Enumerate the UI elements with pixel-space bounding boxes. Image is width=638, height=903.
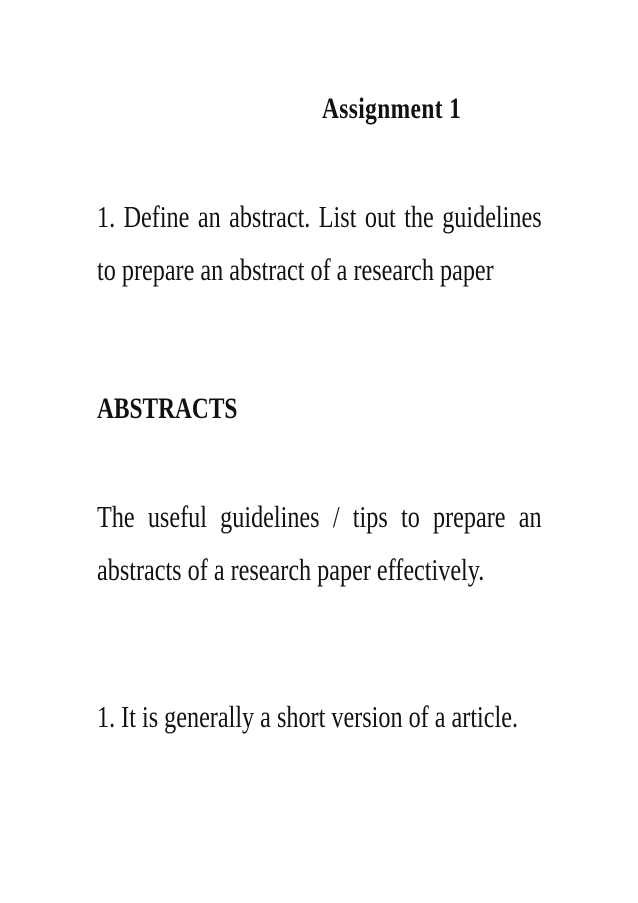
point-1-text: 1. It is generally a short version of a article. [97,699,518,734]
point-paragraph [97,690,542,743]
question-text: 1. Define an abstract. List out the guidelines to prepare an abstract of a research paper [97,199,542,287]
intro-text: The useful guidelines / tips to prepare an abstracts of a research paper effectively. [97,499,542,587]
intro-paragraph [97,490,542,596]
section-heading: ABSTRACTS [97,392,238,425]
question-paragraph [97,190,542,296]
page-title: Assignment 1 [322,92,462,125]
